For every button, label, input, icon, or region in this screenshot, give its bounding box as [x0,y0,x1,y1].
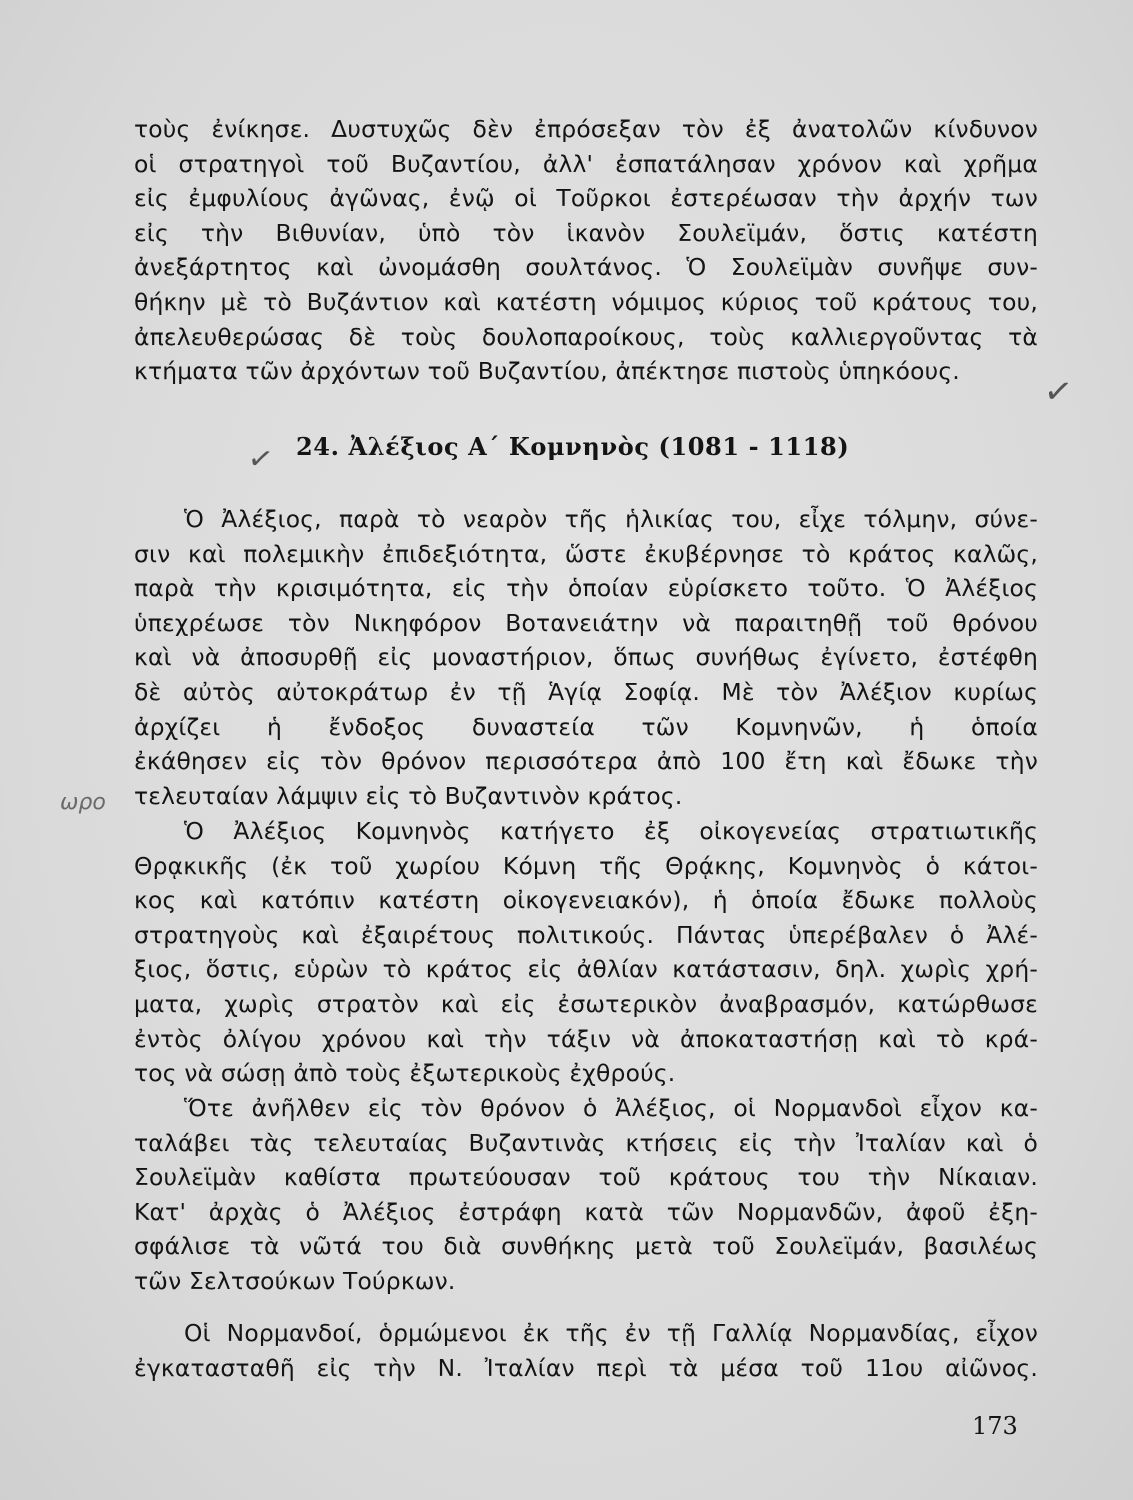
page-number: 173 [972,1412,1018,1440]
text-line: δὲ αὐτὸς αὐτοκράτωρ ἐν τῇ Ἁγίᾳ Σοφίᾳ. Μὲ τὸν Ἀλέξιον κυρίως [134,677,1038,706]
text-line: ταλάβει τὰς τελευταίας Βυζαντινὰς κτήσεις εἰς τὴν Ἰταλίαν καὶ ὁ [134,1128,1038,1157]
text-line: ματα, χωρὶς στρατὸν καὶ εἰς ἐσωτερικὸν ἀναβρασμόν, κατώρθωσε [134,989,1038,1018]
text-line: κτήματα τῶν ἀρχόντων τοῦ Βυζαντίου, ἀπέκτησε πιστοὺς ὑπηκόους. [134,357,960,386]
text-line: Ὁ Ἀλέξιος, παρὰ τὸ νεαρὸν τῆς ἡλικίας του, εἶχε τόλμην, σύνε- [184,505,1038,533]
text-line: Θρᾳκικῆς (ἐκ τοῦ χωρίου Κόμνη τῆς Θρᾴκης, Κομνηνὸς ὁ κάτοι- [134,851,1038,880]
pencil-checkmark-icon: ✓ [1041,370,1076,414]
text-line: ὑπεχρέωσε τὸν Νικηφόρον Βοτανειάτην νὰ παραιτηθῇ τοῦ θρόνου [134,608,1038,637]
text-line: καὶ νὰ ἀποσυρθῇ εἰς μοναστήριον, ὅπως συνήθως ἐγίνετο, ἐστέφθη [134,643,1038,672]
text-line: ξιος, ὅστις, εὑρὼν τὸ κράτος εἰς ἀθλίαν κατάστασιν, δηλ. χωρὶς χρή- [134,955,1038,984]
text-line: Οἱ Νορμανδοί, ὁρμώμενοι ἐκ τῆς ἐν τῇ Γαλλίᾳ Νορμανδίας, εἶχον [184,1319,1038,1347]
paragraph-top [134,112,1038,389]
text-line: ἀρχίζει ἡ ἔνδοξος δυναστεία τῶν Κομνηνῶν, ἡ ὁποία [134,712,1038,741]
text-line: κος καὶ κατόπιν κατέστη οἰκογενειακόν), ἡ ὁποία ἔδωκε πολλοὺς [134,886,1038,915]
text-line: ἐκάθησεν εἰς τὸν θρόνον περισσότερα ἀπὸ 100 ἔτη καὶ ἔδωκε τὴν [134,747,1038,776]
text-line: Σουλεϊμὰν καθίστα πρωτεύουσαν τοῦ κράτους του τὴν Νίκαιαν. [134,1163,1038,1192]
section-heading: 24. Ἀλέξιος Α΄ Κομνηνὸς (1081 - 1118) [296,432,850,461]
text-line: θήκην μὲ τὸ Βυζάντιον καὶ κατέστη νόμιμος κύριος τοῦ κράτους του, [134,287,1038,316]
paragraph-2 [134,814,1038,1091]
pencil-checkmark-icon: ✓ [245,440,276,479]
text-line: ἀπελευθερώσας δὲ τοὺς δουλοπαροίκους, τοὺς καλλιεργοῦντας τὰ [134,322,1038,351]
text-line: οἱ στρατηγοὶ τοῦ Βυζαντίου, ἀλλ' ἐσπατάλησαν χρόνον καὶ χρῆμα [134,149,1038,178]
text-line: στρατηγοὺς καὶ ἐξαιρέτους πολιτικούς. Πάντας ὑπερέβαλεν ὁ Ἀλέ- [134,920,1038,949]
text-line: παρὰ τὴν κρισιμότητα, εἰς τὴν ὁποίαν εὑρίσκετο τοῦτο. Ὁ Ἀλέξιος [134,574,1038,603]
text-line: Κατ' ἀρχὰς ὁ Ἀλέξιος ἐστράφη κατὰ τῶν Νορμανδῶν, ἀφοῦ ἐξη- [134,1197,1038,1226]
paragraph-4 [134,1316,1038,1385]
text-line: εἰς ἐμφυλίους ἀγῶνας, ἐνῷ οἱ Τοῦρκοι ἐστερέωσαν τὴν ἀρχήν των [134,184,1038,213]
text-line: σιν καὶ πολεμικὴν ἐπιδεξιότητα, ὥστε ἐκυβέρνησε τὸ κράτος καλῶς, [134,539,1038,568]
text-line: ἐντὸς ὀλίγου χρόνου καὶ τὴν τάξιν νὰ ἀποκαταστήσῃ καὶ τὸ κρά- [134,1024,1038,1053]
text-line: τελευταίαν λάμψιν εἰς τὸ Βυζαντινὸν κράτος. [134,781,683,810]
text-line: ἀνεξάρτητος καὶ ὠνομάσθη σουλτάνος. Ὁ Σουλεϊμὰν συνῆψε συν- [134,253,1038,282]
text-line: τῶν Σελτσούκων Τούρκων. [134,1266,456,1295]
paragraph-1 [134,502,1038,813]
text-line: τος νὰ σώσῃ ἀπὸ τοὺς ἐξωτερικοὺς ἐχθρούς. [134,1059,676,1088]
text-line: σφάλισε τὰ νῶτά του διὰ συνθήκης μετὰ τοῦ Σουλεϊμάν, βασιλέως [134,1232,1038,1261]
paragraph-3 [134,1091,1038,1299]
text-line: εἰς τὴν Βιθυνίαν, ὑπὸ τὸν ἱκανὸν Σουλεϊμάν, ὅστις κατέστη [134,218,1038,247]
text-line: Ὁ Ἀλέξιος Κομνηνὸς κατήγετο ἐξ οἰκογενείας στρατιωτικῆς [184,817,1038,845]
text-line: ἐγκατασταθῆ εἰς τὴν Ν. Ἰταλίαν περὶ τὰ μέσα τοῦ 11ου αἰῶνος. [134,1353,1038,1382]
text-line: τοὺς ἐνίκησε. Δυστυχῶς δὲν ἐπρόσεξαν τὸν ἐξ ἀνατολῶν κίνδυνον [134,115,1038,143]
text-line: Ὅτε ἀνῆλθεν εἰς τὸν θρόνον ὁ Ἀλέξιος, οἱ Νορμανδοὶ εἶχον κα- [184,1094,1038,1122]
margin-note: ωρο [60,790,106,815]
